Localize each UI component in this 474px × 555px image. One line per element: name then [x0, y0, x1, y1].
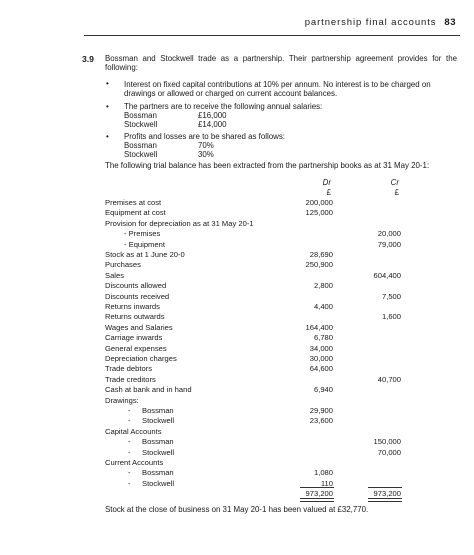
row-cr-value: 70,000 — [377, 447, 401, 457]
chapter-title: partnership final accounts — [304, 17, 437, 28]
share-name-stockwell: Stockwell — [124, 150, 158, 159]
row-dr-value: 4,400 — [313, 302, 333, 311]
salary-value-stockwell: £14,000 — [198, 120, 227, 129]
salary-value-bossman: £16,000 — [198, 111, 227, 120]
dr-total-rule — [300, 487, 334, 488]
row-label: Bossman — [142, 437, 174, 447]
row-label: Discounts received — [105, 291, 170, 301]
table-row — [0, 385, 474, 395]
bullet-marker: • — [106, 132, 109, 141]
profits-text: Profits and losses are to be shared as follows: — [124, 132, 285, 141]
header-rule — [84, 35, 460, 36]
salary-name-stockwell: Stockwell — [124, 120, 158, 129]
row-dash: - — [128, 447, 131, 457]
interest-line-2: drawings or allowed or charged on current account balances. — [124, 89, 338, 98]
row-cr-value: 604,400 — [373, 270, 401, 280]
trial-balance-intro: The following trial balance has been extracted from the partnership books as at 31 May 20-1: — [105, 161, 430, 170]
salary-name-bossman: Bossman — [124, 111, 157, 120]
row-dash: - — [128, 468, 131, 478]
row-label: Drawings: — [105, 395, 139, 405]
row-cr-value: 40,700 — [377, 374, 401, 384]
row-label: General expenses — [105, 343, 167, 353]
closing-stock-note: Stock at the close of business on 31 May 20-1 has been valued at £32,770. — [105, 505, 369, 514]
bullet-marker: • — [106, 79, 109, 88]
table-row — [0, 229, 474, 239]
cr-total-rule — [368, 487, 402, 488]
cr-currency: £ — [394, 188, 399, 197]
table-row — [0, 427, 474, 437]
table-row — [0, 448, 474, 458]
dr-currency: £ — [326, 188, 331, 197]
table-row — [0, 354, 474, 364]
row-dr-value: 250,900 — [305, 260, 333, 270]
table-row — [0, 302, 474, 312]
table-row — [0, 281, 474, 291]
row-label: Discounts allowed — [105, 281, 167, 291]
question-intro: Bossman and Stockwell trade as a partnership. Their partnership agreement provides for the following: — [105, 54, 457, 73]
share-value-bossman: 70% — [198, 141, 214, 150]
row-dr-value: 125,000 — [305, 208, 333, 218]
row-label: Sales — [105, 270, 124, 280]
table-row — [0, 458, 474, 468]
row-label: Stockwell — [142, 416, 175, 426]
table-row — [0, 240, 474, 250]
bullet-marker: • — [106, 102, 109, 111]
table-row — [0, 333, 474, 343]
row-cr-value: 79,000 — [377, 239, 401, 249]
table-row — [0, 323, 474, 333]
row-label: Stock as at 1 June 20-0 — [105, 250, 185, 259]
row-dr-value: 6,940 — [313, 385, 333, 395]
table-row — [0, 416, 474, 426]
row-label: Capital Accounts — [105, 426, 162, 436]
table-row — [0, 364, 474, 374]
row-label: Current Accounts — [105, 458, 164, 467]
row-label: Trade creditors — [105, 374, 156, 384]
table-row — [0, 208, 474, 218]
dr-total-double-rule — [300, 498, 334, 502]
row-dr-value: 64,600 — [309, 364, 333, 374]
interest-line-1: Interest on fixed capital contributions at 10% per annum. No interest is to be charged on — [124, 80, 431, 89]
row-dr-value: 200,000 — [305, 198, 333, 207]
row-label: Bossman — [142, 406, 174, 415]
table-row — [0, 375, 474, 385]
row-dr-value: 2,800 — [313, 281, 333, 291]
row-label: Carriage inwards — [105, 333, 163, 343]
dr-total: 973,200 — [305, 489, 333, 498]
page-number: 83 — [444, 17, 456, 28]
table-row — [0, 250, 474, 260]
row-dash: - — [128, 416, 131, 426]
row-dash: - — [128, 437, 131, 447]
table-row — [0, 406, 474, 416]
row-label: Purchases — [105, 260, 141, 270]
row-dr-value: 110 — [320, 478, 333, 488]
row-cr-value: 20,000 — [377, 229, 401, 239]
row-dr-value: 29,900 — [309, 406, 333, 415]
row-dr-value: 34,000 — [309, 343, 333, 353]
table-row — [0, 219, 474, 229]
table-row — [0, 292, 474, 302]
row-cr-value: 7,500 — [381, 291, 401, 301]
row-dr-value: 1,080 — [313, 468, 333, 478]
table-row — [0, 260, 474, 270]
table-row — [0, 198, 474, 208]
row-dr-value: 164,400 — [305, 322, 333, 332]
salaries-text: The partners are to receive the following annual salaries: — [124, 102, 323, 111]
row-dr-value: 30,000 — [309, 354, 333, 363]
row-label: Stockwell — [142, 447, 175, 457]
row-label: Returns inwards — [105, 302, 160, 311]
row-label: Trade debtors — [105, 364, 152, 374]
table-row — [0, 271, 474, 281]
row-dr-value: 6,780 — [313, 333, 333, 343]
table-row — [0, 344, 474, 354]
dr-column-header: Dr — [322, 178, 331, 187]
table-row — [0, 437, 474, 447]
row-label: Stockwell — [142, 478, 175, 488]
row-dash: - — [128, 478, 131, 488]
question-number: 3.9 — [82, 54, 94, 64]
row-label: Returns outwards — [105, 312, 165, 322]
row-label: Wages and Salaries — [105, 322, 173, 332]
row-cr-value: 1,600 — [381, 312, 401, 322]
row-dash: - — [128, 406, 131, 415]
table-row — [0, 312, 474, 322]
row-dr-value: 23,600 — [309, 416, 333, 426]
row-cr-value: 150,000 — [373, 437, 401, 447]
running-head — [305, 17, 456, 28]
table-row — [0, 396, 474, 406]
table-row — [0, 479, 474, 489]
table-row — [0, 468, 474, 478]
row-label: Cash at bank and in hand — [105, 385, 192, 395]
row-label: - Premises — [124, 229, 161, 239]
cr-total: 973,200 — [373, 489, 401, 498]
row-label: - Equipment — [124, 239, 165, 249]
share-name-bossman: Bossman — [124, 141, 157, 150]
cr-total-double-rule — [368, 498, 402, 502]
row-label: Premises at cost — [105, 198, 162, 207]
row-label: Bossman — [142, 468, 174, 478]
share-value-stockwell: 30% — [198, 150, 214, 159]
cr-column-header: Cr — [390, 178, 399, 187]
row-label: Equipment at cost — [105, 208, 166, 218]
row-label: Depreciation charges — [105, 354, 177, 363]
row-dr-value: 28,690 — [309, 250, 333, 259]
row-label: Provision for depreciation as at 31 May 20-1 — [105, 218, 254, 228]
